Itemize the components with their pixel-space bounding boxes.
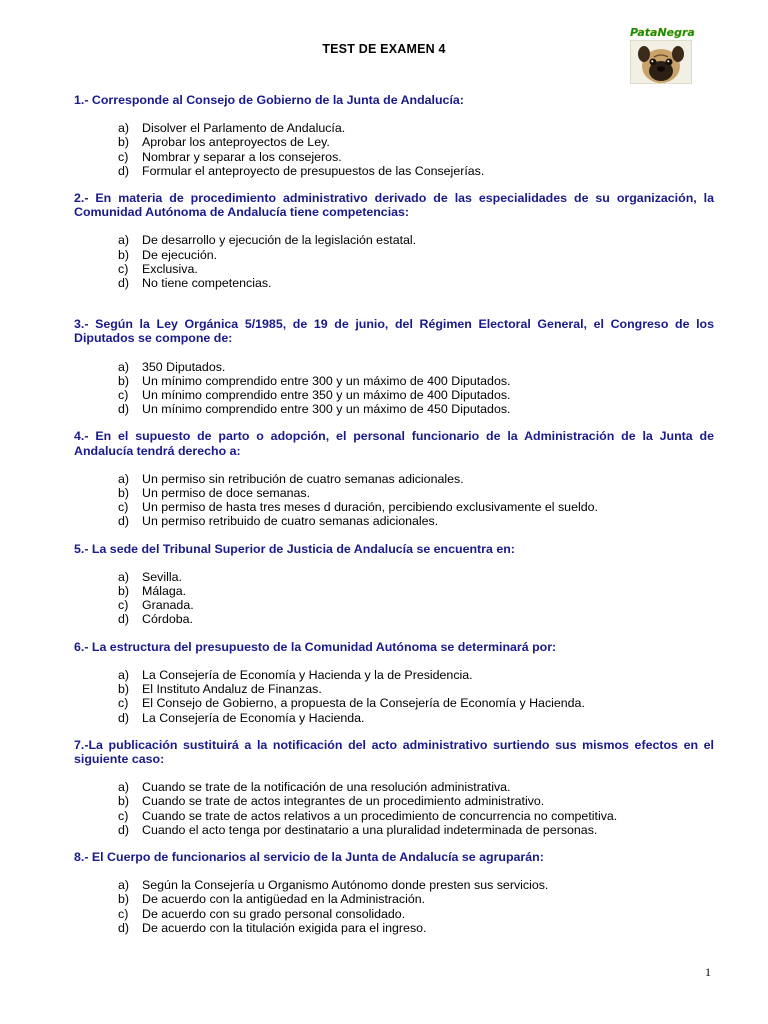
option-text: Un permiso de hasta tres meses d duración, percibiendo exclusivamente el sueldo. [142,500,598,515]
option-a [118,360,714,374]
option-text: Cuando se trate de la notificación de una resolución administrativa. [142,780,511,795]
logo-text: PataNegra [630,26,695,39]
option-letter: d) [118,402,130,417]
option-letter: c) [118,808,129,823]
page-number: 1 [705,965,711,979]
option-text: No tiene competencias. [142,276,272,291]
option-letter: d) [118,920,130,935]
option-letter: a) [118,233,130,248]
option-letter: b) [118,892,130,907]
option-b [118,794,714,808]
option-text: 350 Diputados. [142,359,226,374]
option-list [118,668,714,725]
option-letter: a) [118,878,130,893]
question-7 [74,738,714,837]
option-list [118,233,714,290]
question-text: 8.- El Cuerpo de funcionarios al servicio de la Junta de Andalucía se agruparán: [74,849,544,864]
option-d [118,402,714,416]
option-d [118,514,714,528]
option-a [118,233,714,247]
option-text: El Consejo de Gobierno, a propuesta de la Consejería de Economía y Hacienda. [142,696,585,711]
option-text: Un permiso retribuido de cuatro semanas adicionales. [142,514,439,529]
option-text: Cuando se trate de actos integrantes de un procedimiento administrativo. [142,794,545,809]
option-letter: b) [118,373,130,388]
patanegra-logo [630,26,695,84]
option-letter: d) [118,514,130,529]
option-letter: a) [118,121,130,136]
question-text: 1.- Corresponde al Consejo de Gobierno de la Junta de Andalucía: [74,93,464,107]
pug-dog-icon [630,40,692,84]
option-list [118,780,714,837]
option-text: De acuerdo con la antigüedad en la Administración. [142,892,426,907]
option-letter: b) [118,682,130,697]
question-text: 7.-La publicación sustituirá a la notificación del acto administrativo surtiendo sus mismos efectos en el siguiente caso: [74,737,714,766]
option-letter: a) [118,359,130,374]
option-list [118,360,714,417]
option-letter: a) [118,569,130,584]
option-text: Nombrar y separar a los consejeros. [142,149,342,164]
option-c [118,150,714,164]
option-c [118,500,714,514]
option-text: Sevilla. [142,569,182,584]
option-b [118,892,714,906]
option-letter: b) [118,584,130,599]
option-text: Málaga. [142,584,187,599]
option-b [118,135,714,149]
option-list [118,570,714,627]
option-letter: c) [118,696,129,711]
option-text: De desarrollo y ejecución de la legislación estatal. [142,233,417,248]
option-text: Aprobar los anteproyectos de Ley. [142,135,330,150]
option-letter: d) [118,822,130,837]
option-d [118,711,714,725]
option-letter: c) [118,500,129,515]
option-text: De acuerdo con su grado personal consolidado. [142,906,406,921]
question-8 [74,850,714,935]
option-text: Un permiso sin retribución de cuatro semanas adicionales. [142,471,464,486]
option-letter: c) [118,388,129,403]
option-letter: b) [118,247,130,262]
option-letter: a) [118,780,130,795]
option-letter: d) [118,163,130,178]
option-d [118,612,714,626]
option-c [118,262,714,276]
option-a [118,668,714,682]
option-d [118,276,714,290]
option-text: Cuando se trate de actos relativos a un procedimiento de concurrencia no competitiva. [142,808,618,823]
option-b [118,374,714,388]
option-b [118,682,714,696]
option-text: La Consejería de Economía y Hacienda. [142,710,365,725]
option-a [118,780,714,794]
option-b [118,584,714,598]
option-d [118,823,714,837]
option-letter: d) [118,612,130,627]
option-letter: d) [118,710,130,725]
option-d [118,921,714,935]
option-a [118,878,714,892]
option-list [118,121,714,178]
question-6 [74,640,714,725]
question-3 [74,317,714,416]
option-text: Granada. [142,598,194,613]
option-letter: b) [118,486,130,501]
option-list [118,472,714,529]
option-text: El Instituto Andaluz de Finanzas. [142,682,322,697]
option-text: Según la Consejería u Organismo Autónomo donde presten sus servicios. [142,878,549,893]
question-2 [74,191,714,290]
option-c [118,907,714,921]
question-text: 6.- La estructura del presupuesto de la Comunidad Autónoma se determinará por: [74,639,557,654]
option-c [118,696,714,710]
option-text: Un permiso de doce semanas. [142,486,311,501]
question-1 [74,93,714,178]
option-letter: d) [118,276,130,291]
option-c [118,809,714,823]
option-a [118,121,714,135]
option-text: La Consejería de Economía y Hacienda y la de Presidencia. [142,667,473,682]
option-text: Disolver el Parlamento de Andalucía. [142,121,346,136]
option-text: De ejecución. [142,247,218,262]
option-letter: a) [118,471,130,486]
option-text: Un mínimo comprendido entre 350 y un máximo de 400 Diputados. [142,388,511,403]
option-text: De acuerdo con la titulación exigida para el ingreso. [142,920,427,935]
option-letter: c) [118,906,129,921]
document-title: TEST DE EXAMEN 4 [322,42,446,56]
option-text: Un mínimo comprendido entre 300 y un máximo de 450 Diputados. [142,402,511,417]
option-b [118,248,714,262]
option-letter: a) [118,667,130,682]
question-5 [74,542,714,627]
option-text: Exclusiva. [142,261,198,276]
option-letter: b) [118,135,130,150]
option-c [118,598,714,612]
question-text: 3.- Según la Ley Orgánica 5/1985, de 19 de junio, del Régimen Electoral General, el Congreso de los Diputados se compone de: [74,317,714,346]
option-a [118,570,714,584]
option-list [118,878,714,935]
option-b [118,486,714,500]
option-letter: c) [118,149,129,164]
question-text: 5.- La sede del Tribunal Superior de Justicia de Andalucía se encuentra en: [74,541,515,556]
option-text: Formular el anteproyecto de presupuestos de las Consejerías. [142,163,485,178]
option-d [118,164,714,178]
option-text: Un mínimo comprendido entre 300 y un máximo de 400 Diputados. [142,373,511,388]
option-a [118,472,714,486]
question-list [74,93,714,935]
question-4 [74,429,714,528]
option-letter: c) [118,261,129,276]
option-letter: c) [118,598,129,613]
question-text: 2.- En materia de procedimiento administrativo derivado de las especialidades de su organización, la Comunidad Autónoma de Andalucía tiene competencias: [74,191,714,220]
option-letter: b) [118,794,130,809]
option-text: Córdoba. [142,612,193,627]
option-text: Cuando el acto tenga por destinatario a una pluralidad indeterminada de personas. [142,822,598,837]
question-text: 4.- En el supuesto de parto o adopción, el personal funcionario de la Administración de la Junta de Andalucía tendrá derecho a: [74,429,714,458]
option-c [118,388,714,402]
